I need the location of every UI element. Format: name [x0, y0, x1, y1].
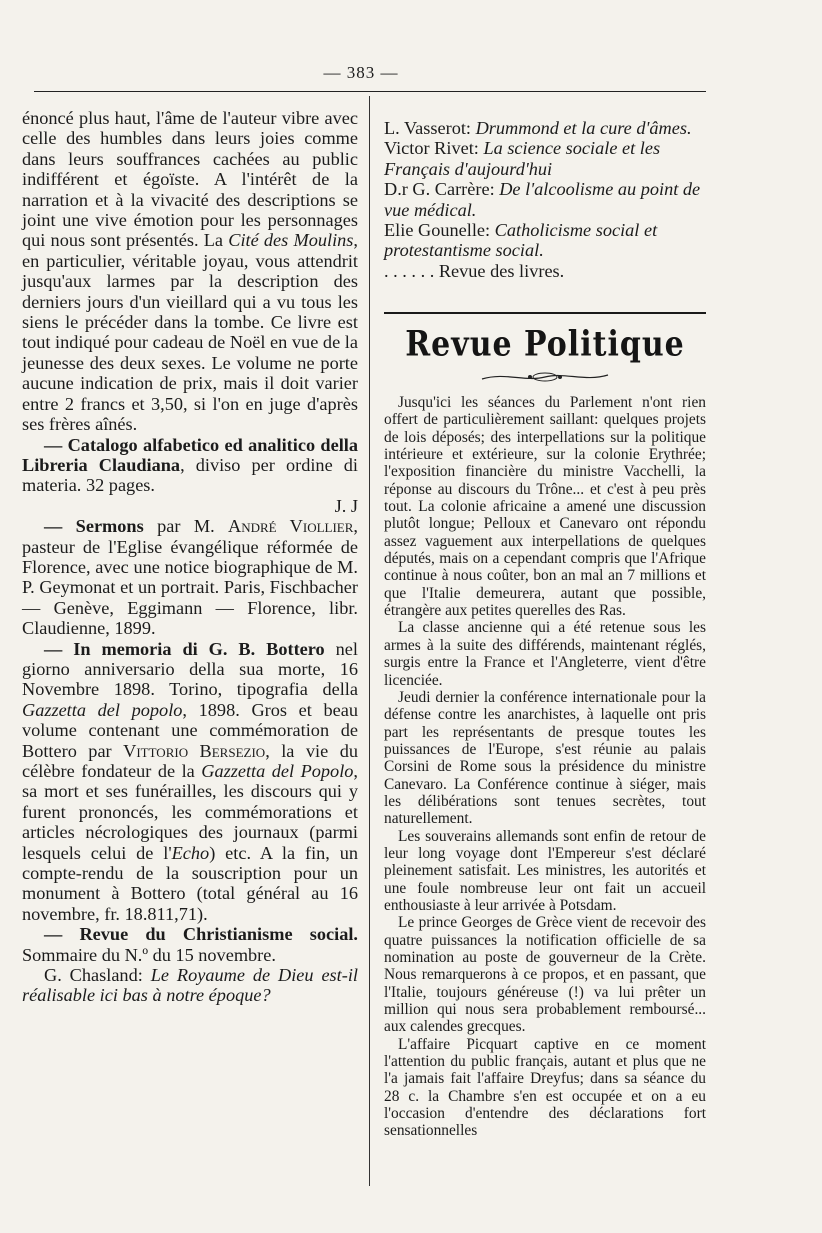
sermons-by: par M.	[143, 516, 229, 537]
memoria-text: nel giorno anniversario della sua morte, 16 Novembre 1898. Torino, tipografia della	[22, 638, 358, 700]
revue-summary: Sommaire du N.º du 15 novembre.	[22, 944, 276, 965]
article-paragraph: Jusqu'ici les séances du Parlement n'ont rien offert de particulièrement saillant: quelques projets de lois déposés; des interpellations sur la politique intérieure et extérieure, sur la colonie Erythrée; l'exposition financière du ministre Vacchelli, la réponse au discours du Trône... et c'est à peu près tout. La colonie africaine a amené une discussion plutôt longue; Pelloux et Canevaro ont répondu assez vaguement aux interpellations de quelques députés, mais on a cependant compris que l'Afrique continue à nous coûter, bon an mal an 7 millions et que l'Italie demeurera, autant que possible, étrangère aux petites querelles des Ras.	[384, 394, 706, 620]
memoria-text: , 1898. Gros et beau volume contenant une commémoration de Bottero par	[22, 699, 358, 761]
memoria-entry	[22, 639, 358, 925]
toc-item	[384, 220, 706, 261]
politics-article	[384, 394, 706, 1140]
revue-title: — Revue du Christianisme social.	[44, 924, 358, 945]
sermons-title: — Sermons	[44, 516, 144, 537]
memoria-text: , sa mort et ses funérailles, les discours qui y furent prononcés, les commémorations et articles nécrologiques des journaux (parmi lesquels celui de l'	[22, 761, 358, 863]
chasland-title: Le Royaume de Dieu est-il réalisable ici bas à notre époque?	[22, 965, 358, 1006]
ornament-flourish	[480, 370, 610, 384]
article-paragraph: La classe ancienne qui a été retenue sous les armes à la suite des différends, maintenant réglés, surgis entre la France et l'Angleterre, vient d'être licenciée.	[384, 619, 706, 689]
book-review-paragraph	[22, 108, 358, 435]
catalogo-entry	[22, 435, 358, 496]
column-divider	[369, 96, 370, 1186]
catalogo-details: , diviso per ordine di materia. 32 pages.	[22, 454, 358, 496]
toc-title: De l'alcoolisme au point de vue médical.	[384, 179, 701, 220]
signature: J. J	[334, 495, 358, 516]
toc-title: Catholicisme social et protestantisme social.	[384, 220, 658, 261]
article-paragraph: Le prince Georges de Grèce vient de recevoir des quatre puissances la notification officielle de sa nomination au poste de gouverneur de la Crète. Nous remarquerons à ce propos, et en passant, que l'Italie, toujours généreuse (!) va lui prêter un million qui nous sera probablement remboursé... aux calendes grecques.	[384, 914, 706, 1036]
toc-item	[384, 261, 706, 281]
page-number: — 383 —	[323, 63, 399, 82]
memoria-text: ) etc. A la fin, un compte-rendu de la souscription pour un monument à Bottero (total général au 16 novembre, fr. 18.811,71).	[22, 842, 359, 924]
chasland-entry	[22, 965, 358, 1006]
revue-entry	[22, 924, 358, 965]
sermons-entry	[22, 516, 358, 638]
toc-author: D.r G. Carrère:	[384, 179, 500, 200]
memoria-newspaper: Echo	[171, 842, 210, 863]
toc-title: Revue des livres.	[438, 260, 565, 281]
memoria-text: , la vie du célèbre fondateur de la	[22, 740, 358, 781]
chasland-author: G. Chasland:	[44, 965, 151, 986]
toc-title: Drummond et la cure d'âmes.	[475, 118, 692, 138]
review-text: énoncé plus haut, l'âme de l'auteur vibre avec celle des humbles dans leurs joies comme dans leurs souffrances cachées au public indifférent et égoïste. A l'intérêt de la narration et à la vivacité des descriptions se joint une vive émotion pour les personnages qui nous sont présentés. La	[22, 108, 358, 251]
sermons-author: André Viollier	[228, 516, 354, 537]
sermons-details: , pasteur de l'Eglise évangélique réformée de Florence, avec une notice biographique de M. P. Geymonat et un portrait. Paris, Fischbacher — Genève, Eggimann — Florence, libr. Claudienne, 1899.	[22, 516, 358, 639]
header-rule	[34, 91, 706, 92]
toc-author: . . . . . .	[384, 260, 439, 281]
section-rule	[384, 312, 706, 314]
review-text-continued: , en particulier, véritable joyau, vous attendrit jusqu'aux larmes par la description des derniers jours d'un vieillard qui a vu tous les siens le précéder dans la tombe. Ce livre est tout indiqué pour cadeau de Noël en vue de la jeunesse des deux sexes. Le volume ne porte aucune indication de prix, mais il doit varier entre 2 francs et 3,50, si l'on en juge d'après ses frères aînés.	[22, 230, 358, 435]
table-of-contents	[384, 118, 706, 281]
memoria-newspaper: Gazzetta del Popolo	[201, 761, 354, 781]
article-paragraph: Les souverains allemands sont enfin de retour de leur long voyage dont l'Empereur s'est déclaré pleinement satisfait. Les ministres, les autorités et une foule nombreuse leur ont fait un accueil enthousiaste à leur arrivée à Potsdam.	[384, 827, 706, 914]
toc-author: Victor Rivet:	[384, 138, 484, 159]
toc-item	[384, 179, 706, 220]
article-paragraph: L'affaire Picquart captive en ce moment l'attention du public français, autant et plus que ne l'a jamais fait l'affaire Dreyfus; dans sa séance du 28 c. la Chambre s'en est occupée et on a eu l'occasion d'entendre des déclarations fort sensationnelles	[384, 1035, 706, 1140]
toc-item	[384, 138, 706, 179]
review-book-title: Cité des Moulins	[228, 230, 354, 251]
toc-item	[384, 118, 706, 138]
memoria-newspaper: Gazzetta del popolo	[22, 699, 183, 720]
memoria-title: — In memoria di G. B. Bottero	[44, 638, 325, 659]
toc-author: L. Vasserot:	[384, 118, 476, 138]
toc-author: Elie Gounelle:	[384, 220, 495, 241]
article-paragraph: Jeudi dernier la conférence internationale pour la défense contre les anarchistes, à laquelle ont pris part les représentants de presque toutes les puissances de l'Europe, s'est réunie au palais Corsini de Rome sous la présidence du ministre Canevaro. La Conférence continue à siéger, mais les délibérations sont tenues secrètes, tout naturellement.	[384, 688, 706, 828]
toc-title: La science sociale et les Français d'aujourd'hui	[384, 138, 661, 179]
catalogo-title: — Catalogo alfabetico ed analitico della Libreria Claudiana	[22, 434, 358, 475]
section-title: Revue Politique	[405, 324, 685, 365]
memoria-author: Vittorio Bersezio	[123, 740, 266, 761]
left-column	[22, 108, 358, 1006]
